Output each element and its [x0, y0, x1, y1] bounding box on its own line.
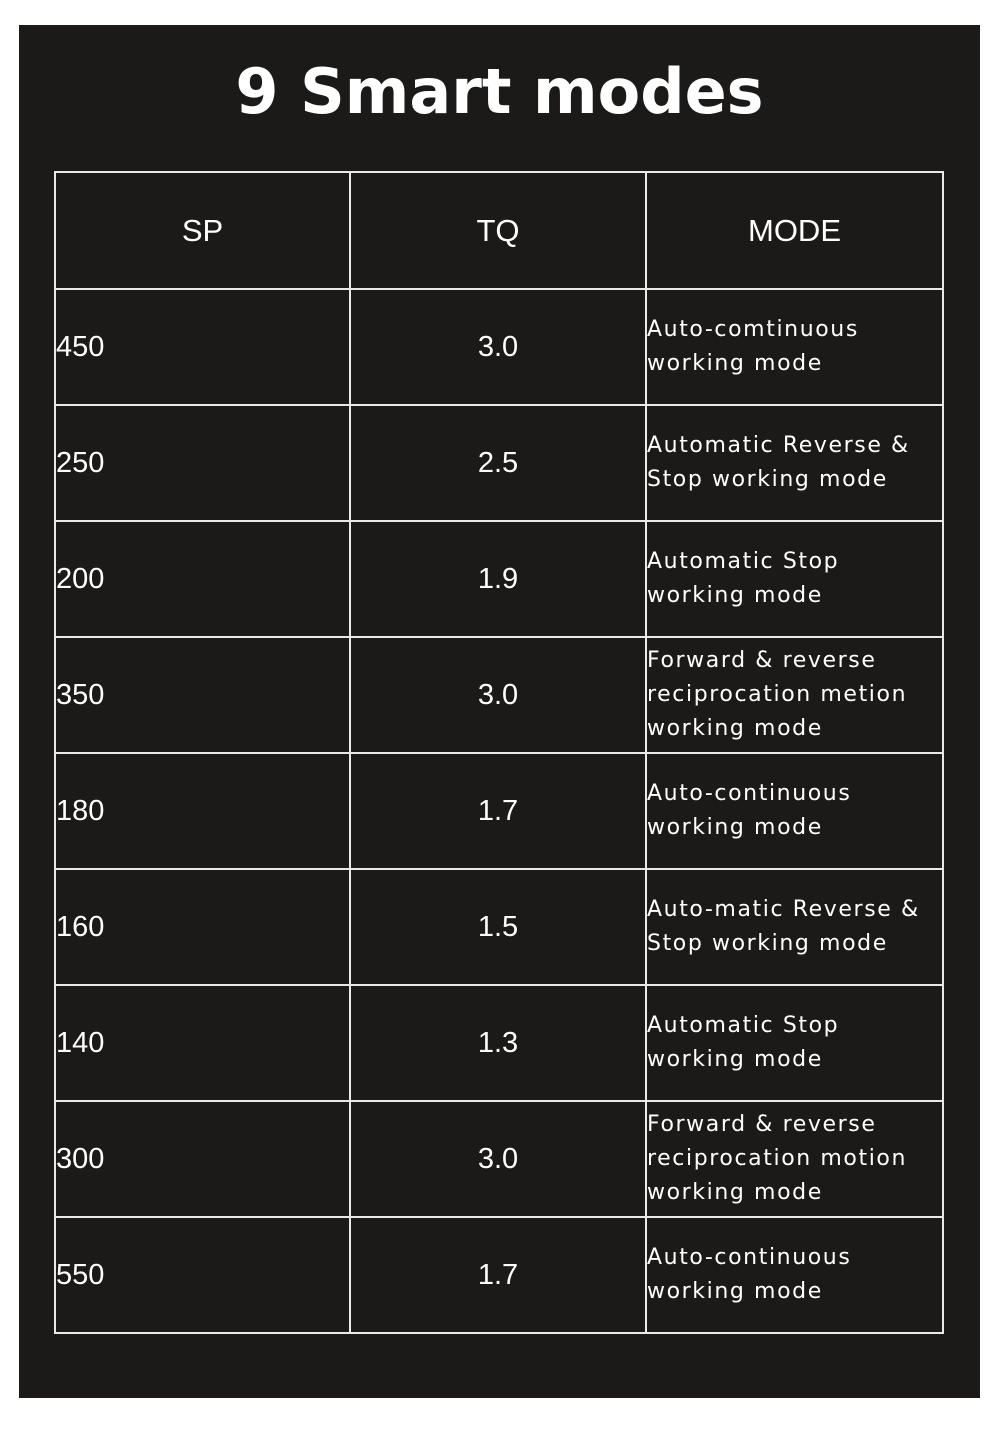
table-header-row — [55, 172, 943, 289]
tq-cell: 2.5 — [350, 405, 646, 521]
sp-cell: 450 — [55, 289, 350, 405]
tq-cell: 1.7 — [350, 1217, 646, 1333]
sp-cell: 200 — [55, 521, 350, 637]
mode-cell: Auto-continuous working mode — [646, 753, 943, 869]
tq-cell: 3.0 — [350, 1101, 646, 1217]
modes-table — [54, 171, 944, 1334]
tq-cell: 1.9 — [350, 521, 646, 637]
mode-cell: Auto-continuous working mode — [646, 1217, 943, 1333]
mode-cell: Auto-matic Reverse & Stop working mode — [646, 869, 943, 985]
tq-cell: 3.0 — [350, 637, 646, 753]
sp-cell: 140 — [55, 985, 350, 1101]
table-row — [55, 521, 943, 637]
tq-cell: 1.7 — [350, 753, 646, 869]
mode-cell: Automatic Stop working mode — [646, 521, 943, 637]
tq-cell: 1.3 — [350, 985, 646, 1101]
mode-cell: Forward & reverse reciprocation motion working mode — [646, 1101, 943, 1217]
table-row — [55, 753, 943, 869]
mode-cell: Automatic Reverse & Stop working mode — [646, 405, 943, 521]
modes-panel — [19, 25, 980, 1398]
tq-cell: 3.0 — [350, 289, 646, 405]
table-row — [55, 869, 943, 985]
table-row — [55, 1217, 943, 1333]
table-row — [55, 985, 943, 1101]
sp-cell: 350 — [55, 637, 350, 753]
table-row — [55, 637, 943, 753]
page-title: 9 Smart modes — [235, 55, 764, 128]
column-header-sp: SP — [55, 172, 350, 289]
table-row — [55, 289, 943, 405]
mode-cell: Automatic Stop working mode — [646, 985, 943, 1101]
mode-cell: Auto-comtinuous working mode — [646, 289, 943, 405]
sp-cell: 300 — [55, 1101, 350, 1217]
sp-cell: 180 — [55, 753, 350, 869]
table-row — [55, 1101, 943, 1217]
tq-cell: 1.5 — [350, 869, 646, 985]
mode-cell: Forward & reverse reciprocation metion working mode — [646, 637, 943, 753]
sp-cell: 550 — [55, 1217, 350, 1333]
sp-cell: 160 — [55, 869, 350, 985]
column-header-mode: MODE — [646, 172, 943, 289]
column-header-tq: TQ — [350, 172, 646, 289]
table-row — [55, 405, 943, 521]
sp-cell: 250 — [55, 405, 350, 521]
